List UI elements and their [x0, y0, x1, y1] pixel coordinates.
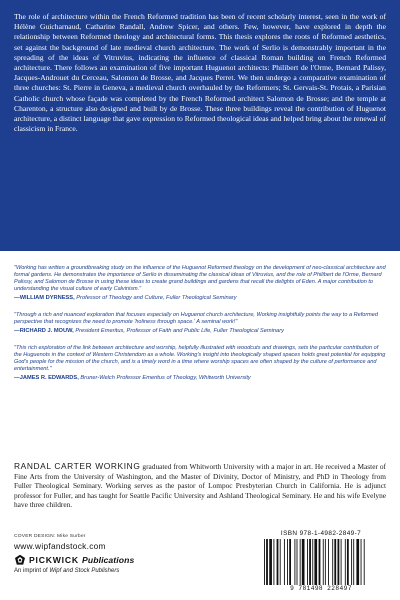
author-bio	[14, 462, 386, 510]
author-bio-text: graduated from Whitworth University with a major in art. He received a Master of Fine Arts from the University of Washington, and the Master of Divinity, Doctor of Ministry, and PhD in Theology from Fuller Theological Seminary. Working serves as the pastor of Lompoc Presbyterian Church in California. He is adjunct professor for Fuller, and has taught for Seattle Pacific University and Ashland Theological Seminary. He and his wife Evelyne have three children.	[14, 462, 387, 510]
publisher-name-italic: Publications	[82, 555, 135, 565]
author-name: RANDAL CARTER WORKING	[14, 461, 141, 471]
book-description: The role of architecture within the French Reformed tradition has been of recent scholarly interest, seen in the work of Hélène Guicharnaud, Catharine Randall, Andrew Spicer, and others. Few, however, have explored in depth the relationship between Reformed theology and architectural forms. This thesis explores the roots of Reformed aesthetics, set against the background of late medieval church architecture. The work of Serlio is demonstrably important in the spreading of the ideas of Vitruvius, indicating the influence of classical Roman building on French Reformed architecture. There follows an examination of five important Huguenot architects: Philibert de l'Orme, Bernard Palissy, Jacques-Androuet du Cerceau, Salomon de Brosse, and Jacques Perret. We then undergo a comparative examination of three churches: St. Pierre in Geneva, a medieval church overhauled by the Reformers; St. Gervais-St. Protais, a Parisian Catholic church whose façade was completed by the French Reformed architect Salomon de Brosse; and the temple at Charenton, a structure also designed and built by de Brosse. These three buildings reveal the contribution of Huguenot architecture, a distinct language that gave expression to Reformed theological ideas and helped bring about the renewal of classicism in France.	[14, 12, 386, 134]
endorsement	[14, 265, 386, 302]
endorsement-attribution	[14, 375, 386, 382]
endorsement-text: "This rich exploration of the link between architecture and worship, helpfully illustrated with woodcuts and drawings, sets the particular contribution of the Huguenots in the context of Western Christendom as a whole. Working's insight into theologically shaped spaces holds great potential for equipping God's people for the mission of the church, and is a timely word in a time where worship spaces are often shaped by the culture of performance and entertainment."	[14, 345, 386, 373]
endorser-title: Bruner-Welch Professor Emeritus of Theology, Whitworth University	[80, 375, 251, 382]
endorsement-attribution	[14, 295, 386, 302]
endorser-name: —JAMES R. EDWARDS,	[14, 375, 79, 382]
endorser-title: Professor of Theology and Culture, Fuller Theological Seminary	[76, 295, 237, 302]
publisher-name: PICKWICK Publications	[29, 555, 135, 565]
imprint-prefix: An imprint of	[14, 568, 50, 574]
endorser-title: President Emeritus, Professor of Faith and Public Life, Fuller Theological Seminary	[75, 328, 284, 335]
imprint-name: Wipf and Stock Publishers	[49, 568, 120, 574]
pickwick-logo-icon	[14, 554, 26, 566]
endorsement	[14, 345, 386, 382]
cover-design-credit: COVER DESIGN: Mike Surber	[14, 534, 86, 539]
isbn-label: ISBN 978-1-4982-2849-7	[280, 530, 362, 537]
publisher-website[interactable]: www.wipfandstock.com	[14, 541, 106, 551]
endorsement	[14, 312, 386, 335]
description-band	[0, 0, 400, 251]
publisher-logo	[14, 554, 134, 566]
barcode-icon	[260, 539, 382, 585]
imprint-line	[14, 568, 119, 574]
endorser-name: —RICHARD J. MOUW,	[14, 328, 74, 335]
endorsement-attribution	[14, 328, 386, 335]
isbn-barcode	[256, 530, 386, 594]
endorsement-text: "Through a rich and nuanced exploration that focuses especially on Huguenot church architecture, Working insightfully points the way to a Reformed perspective that recognizes the need to promote 'holiness through space.' A seminal work!"	[14, 312, 378, 326]
barcode-digits: 9 781498 228497	[290, 585, 352, 592]
endorser-name: —WILLIAM DYRNESS,	[14, 295, 75, 302]
endorsements	[14, 265, 386, 392]
endorsement-text: "Working has written a groundbreaking study on the influence of the Huguenot Reformed theology on the development of neo-classical architecture and formal gardens. He demonstrates the importance of Serlio in disseminating the classical ideas of Vitruvius, and the role of Philibert de l'Orme, Bernard Palissy, and Salomon de Brosse in using these ideas to create grand buildings and gardens that recall the delights of Eden. A major contribution to understanding the visual culture of early Calvinism."	[14, 265, 386, 293]
